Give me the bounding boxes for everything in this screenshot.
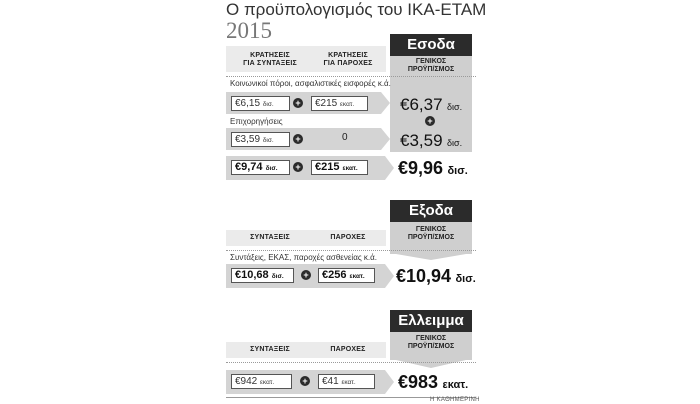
expenses-desc: Συντάξεις, ΕΚΑΣ, παροχές ασθενείας κ.ά.: [230, 253, 377, 262]
expenses-pensions: [231, 268, 294, 283]
unit: δισ.: [262, 137, 274, 144]
expenses-col1-header: ΣΥΝΤΑΞΕΙΣ: [250, 234, 290, 241]
plus-icon: +: [293, 162, 303, 172]
deficit-benefits: [318, 374, 375, 389]
revenue-row1-benefits: [311, 96, 368, 111]
revenue-row2-total: [400, 132, 462, 150]
unit: δισ.: [447, 102, 463, 112]
unit: εκατ.: [341, 379, 356, 386]
unit: δισ.: [271, 273, 284, 280]
revenue-row2-pensions: [231, 132, 290, 147]
value: €41: [322, 376, 339, 387]
unit: εκατ.: [349, 273, 365, 280]
value: €942: [235, 376, 258, 387]
unit: δισ.: [447, 138, 463, 148]
divider: [226, 250, 476, 251]
deficit-label: Ελλειμμα: [390, 310, 472, 332]
unit: δισ.: [447, 165, 468, 177]
revenue-col1-header: ΚΡΑΤΗΣΕΙΣ ΓΙΑ ΣΥΝΤΑΞΕΙΣ: [243, 52, 297, 67]
value: €215: [315, 98, 338, 109]
revenue-row1-desc: Κοινωνικοί πόροι, ασφαλιστικές εισφορές κ.ά.: [230, 79, 391, 88]
value: €9,96: [398, 158, 444, 178]
value: €6,37: [400, 95, 443, 114]
revenue-sum-total: [398, 159, 468, 178]
deficit-col2-header: ΠΑΡΟΧΕΣ: [330, 346, 366, 353]
down-arrow-tip: [396, 254, 466, 260]
unit: εκατ.: [340, 101, 355, 108]
plus-icon: +: [301, 270, 311, 280]
expenses-benefits: [318, 268, 375, 283]
revenue-row2-desc: Επιχορηγήσεις: [230, 117, 283, 126]
divider: [226, 362, 476, 363]
unit: δισ.: [262, 101, 274, 108]
value: €256: [322, 269, 347, 281]
value: €6,15: [235, 98, 261, 109]
deficit-col3-header: ΓΕΝΙΚΟΣ ΠΡΟΫΠ/ΣΜΟΣ: [407, 335, 455, 350]
revenue-row1-total: [400, 96, 462, 114]
value: €3,59: [400, 131, 443, 150]
value: €10,94: [396, 266, 452, 286]
value: €983: [398, 372, 439, 392]
plus-icon: +: [293, 98, 303, 108]
page-title: Ο προϋπολογισμός του ΙΚΑ-ΕΤΑΜ: [226, 0, 487, 19]
plus-icon: +: [300, 376, 310, 386]
page-year: 2015: [226, 18, 272, 43]
value: €9,74: [235, 161, 263, 173]
plus-icon: +: [293, 134, 303, 144]
unit: δισ.: [455, 273, 476, 285]
expenses-col2-header: ΠΑΡΟΧΕΣ: [330, 234, 366, 241]
plus-icon: +: [425, 116, 435, 126]
expenses-col3-header: ΓΕΝΙΚΟΣ ΠΡΟΫΠ/ΣΜΟΣ: [407, 226, 455, 241]
value: €3,59: [235, 134, 261, 145]
deficit-pensions: [231, 374, 292, 389]
value: €215: [315, 161, 340, 173]
unit: δισ.: [265, 165, 278, 172]
revenue-col2-header: ΚΡΑΤΗΣΕΙΣ ΓΙΑ ΠΑΡΟΧΕΣ: [323, 52, 373, 67]
divider: [226, 76, 476, 77]
unit: εκατ.: [442, 379, 469, 391]
deficit-total: [398, 373, 468, 392]
revenue-row1-pensions: [231, 96, 290, 111]
unit: εκατ.: [342, 165, 358, 172]
revenue-col3-header: ΓΕΝΙΚΟΣ ΠΡΟΫΠ/ΣΜΟΣ: [407, 58, 455, 73]
revenue-sum-benefits: [311, 160, 368, 175]
expenses-label: Εξοδα: [390, 200, 472, 222]
revenue-row2-benefits: 0: [342, 132, 348, 143]
value: €10,68: [235, 269, 269, 281]
unit: εκατ.: [260, 379, 275, 386]
expenses-total: [396, 267, 476, 286]
revenue-label: Εσοδα: [390, 34, 472, 56]
revenue-sum-pensions: [231, 160, 290, 175]
credit: Η ΚΑΘΗΜΕΡΙΝΗ: [430, 397, 480, 403]
deficit-col1-header: ΣΥΝΤΑΞΕΙΣ: [250, 346, 290, 353]
